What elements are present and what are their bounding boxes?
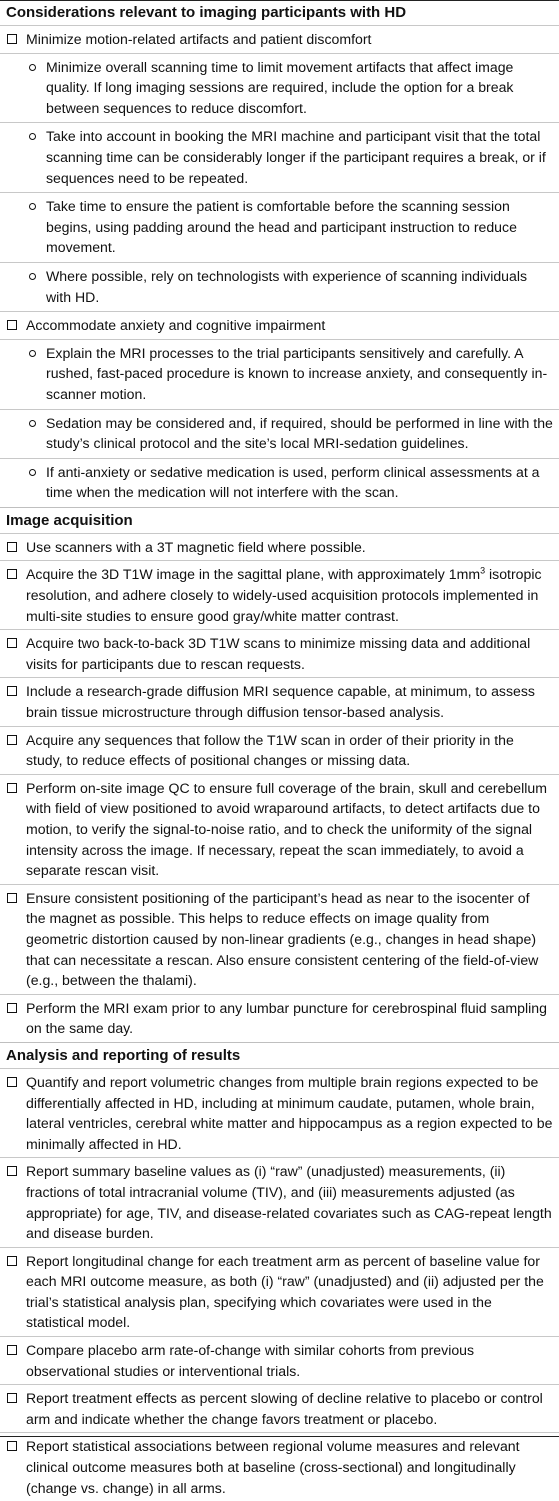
sub-item [0, 339, 559, 409]
checkbox-icon [7, 1003, 17, 1013]
section-analysis-reporting [0, 1042, 559, 1501]
item-text: Sedation may be considered and, if required, should be performed in line with the study’s clinical protocol and the site’s local MRI-sedation guidelines. [46, 414, 553, 452]
item-text: Use scanners with a 3T magnetic field where possible. [26, 538, 366, 555]
table-bottom-rule [0, 1436, 559, 1437]
section-imaging-considerations [0, 0, 559, 507]
item-text: Compare placebo arm rate-of-change with similar cohorts from previous observational studies or interventional trials. [26, 1342, 475, 1379]
item-text: If anti-anxiety or sedative medication is used, perform clinical assessments at a time when the medication will not interfere with the scan. [46, 463, 540, 501]
circle-bullet-icon [29, 469, 36, 476]
section-image-acquisition [0, 507, 559, 1042]
item-text-continued: isotropic resolution, and adhere closely to widely-used acquisition protocols implemented in multi-site studies to ensure good gray/white matter contrast. [26, 566, 542, 624]
item-text: Acquire the 3D T1W image in the sagittal plane, with approximately 1mm [26, 566, 481, 583]
item-text: Include a research-grade diffusion MRI sequence capable, at minimum, to assess brain tissue microstructure through diffusion tensor-based analysis. [26, 683, 535, 721]
sub-item [0, 262, 559, 311]
item-text: Report treatment effects as percent slowing of decline relative to placebo or control arm and indicate whether the change favors treatment or placebo. [26, 1390, 543, 1427]
item-text: Accommodate anxiety and cognitive impairment [26, 317, 326, 334]
circle-bullet-icon [29, 64, 36, 71]
superscript: 3 [480, 565, 486, 576]
item-text: Perform the MRI exam prior to any lumbar puncture for cerebrospinal fluid sampling on the same day. [26, 999, 547, 1037]
checklist-item [0, 774, 559, 884]
checkbox-icon [7, 320, 17, 330]
item-text: Report summary baseline values as (i) “raw” (unadjusted) measurements, (ii) fractions of total intracranial volume (TIV), and (iii) measurements adjusted (as appropriate) for age, TIV, and disease-related covariates such as CAG-repeat length and disease burden. [26, 1163, 552, 1242]
checkbox-icon [7, 1166, 17, 1176]
sub-item [0, 458, 559, 507]
checklist-item [0, 1336, 559, 1384]
checkbox-icon [7, 783, 17, 793]
item-text: Quantify and report volumetric changes from multiple brain regions expected to be differentially affected in HD, including at minimum caudate, putamen, whole brain, lateral ventricles, cerebral white matter and hippocampus as a region expected to be minimally affected in HD. [26, 1073, 553, 1152]
checkbox-icon [7, 1441, 17, 1451]
checkbox-icon [7, 1393, 17, 1403]
item-text: Perform on-site image QC to ensure full coverage of the brain, skull and cerebellum with field of view positioned to avoid wraparound artifacts, to detect artifacts due to motion, to verify the signal-to-noise ratio, and to check the uniformity of the signal intensity across the image. If necessary, repeat the scan immediately, to avoid a separate rescan visit. [26, 779, 547, 879]
section-heading: Image acquisition [6, 511, 133, 529]
checkbox-icon [7, 569, 17, 579]
checklist-item [0, 884, 559, 994]
circle-bullet-icon [29, 203, 36, 210]
sub-item [0, 53, 559, 123]
checklist-item [0, 560, 559, 629]
checklist-item [0, 25, 559, 53]
checkbox-icon [7, 34, 17, 44]
checkbox-icon [7, 686, 17, 696]
checklist-item [0, 1068, 559, 1157]
checklist-item [0, 1157, 559, 1246]
circle-bullet-icon [29, 350, 36, 357]
checkbox-icon [7, 638, 17, 648]
checklist-item [0, 533, 559, 561]
item-text: Minimize overall scanning time to limit movement artifacts that affect image quality. If long imaging sessions are required, include the option for a break between sequences to reduce discomfort. [46, 58, 514, 116]
checklist-item [0, 311, 559, 339]
sub-item [0, 192, 559, 262]
item-text: Where possible, rely on technologists with experience of scanning individuals with HD. [46, 267, 528, 305]
checklist-item [0, 1432, 559, 1501]
checklist-item [0, 994, 559, 1042]
circle-bullet-icon [29, 133, 36, 140]
checkbox-icon [7, 1345, 17, 1355]
item-text: Ensure consistent positioning of the participant’s head as near to the isocenter of the magnet as possible. This helps to reduce effects on image quality from geometric distortion caused by non-linear gradients (e.g., changes in head shape) that can necessitate a rescan. Also ensure consistent centering of the field-of-view (e.g., between the thalami). [26, 889, 539, 989]
item-text: Take time to ensure the patient is comfortable before the scanning session begins, using padding around the head and participant instruction to reduce movement. [46, 198, 517, 256]
checkbox-icon [7, 542, 17, 552]
checklist-item [0, 1384, 559, 1432]
item-text: Minimize motion-related artifacts and patient discomfort [26, 31, 372, 47]
item-text: Report longitudinal change for each treatment arm as percent of baseline value for each MRI outcome measure, as both (i) “raw” (unadjusted) and (ii) adjusted per the trial’s statistical analysis plan, specifying which covariates were used in the statistical model. [26, 1252, 544, 1331]
checklist-item [0, 629, 559, 677]
checklist-item [0, 677, 559, 725]
sub-item [0, 122, 559, 192]
table-top-rule [0, 0, 559, 1]
section-heading: Analysis and reporting of results [6, 1046, 241, 1064]
checklist-item [0, 726, 559, 774]
item-text: Take into account in booking the MRI machine and participant visit that the total scanning time can be considerably longer if the participant requires a break, or if sequences need to be repeated. [46, 128, 546, 186]
circle-bullet-icon [29, 273, 36, 280]
checkbox-icon [7, 1077, 17, 1087]
item-text: Explain the MRI processes to the trial participants sensitively and carefully. A rushed, fast-paced procedure is known to increase anxiety, and consequently in-scanner motion. [46, 344, 548, 402]
section-heading: Considerations relevant to imaging participants with HD [6, 4, 407, 21]
circle-bullet-icon [29, 420, 36, 427]
item-text: Acquire two back-to-back 3D T1W scans to minimize missing data and additional visits for participants due to rescan requests. [26, 635, 531, 672]
checkbox-icon [7, 735, 17, 745]
sub-item [0, 409, 559, 458]
item-text: Acquire any sequences that follow the T1W scan in order of their priority in the study, to reduce effects of positional changes or missing data. [26, 731, 514, 769]
checkbox-icon [7, 1256, 17, 1266]
checklist-item [0, 1247, 559, 1336]
checkbox-icon [7, 893, 17, 903]
item-text: Report statistical associations between regional volume measures and relevant clinical outcome measures both at baseline (cross-sectional) and longitudinally (change vs. change) in all arms. [26, 1438, 520, 1496]
